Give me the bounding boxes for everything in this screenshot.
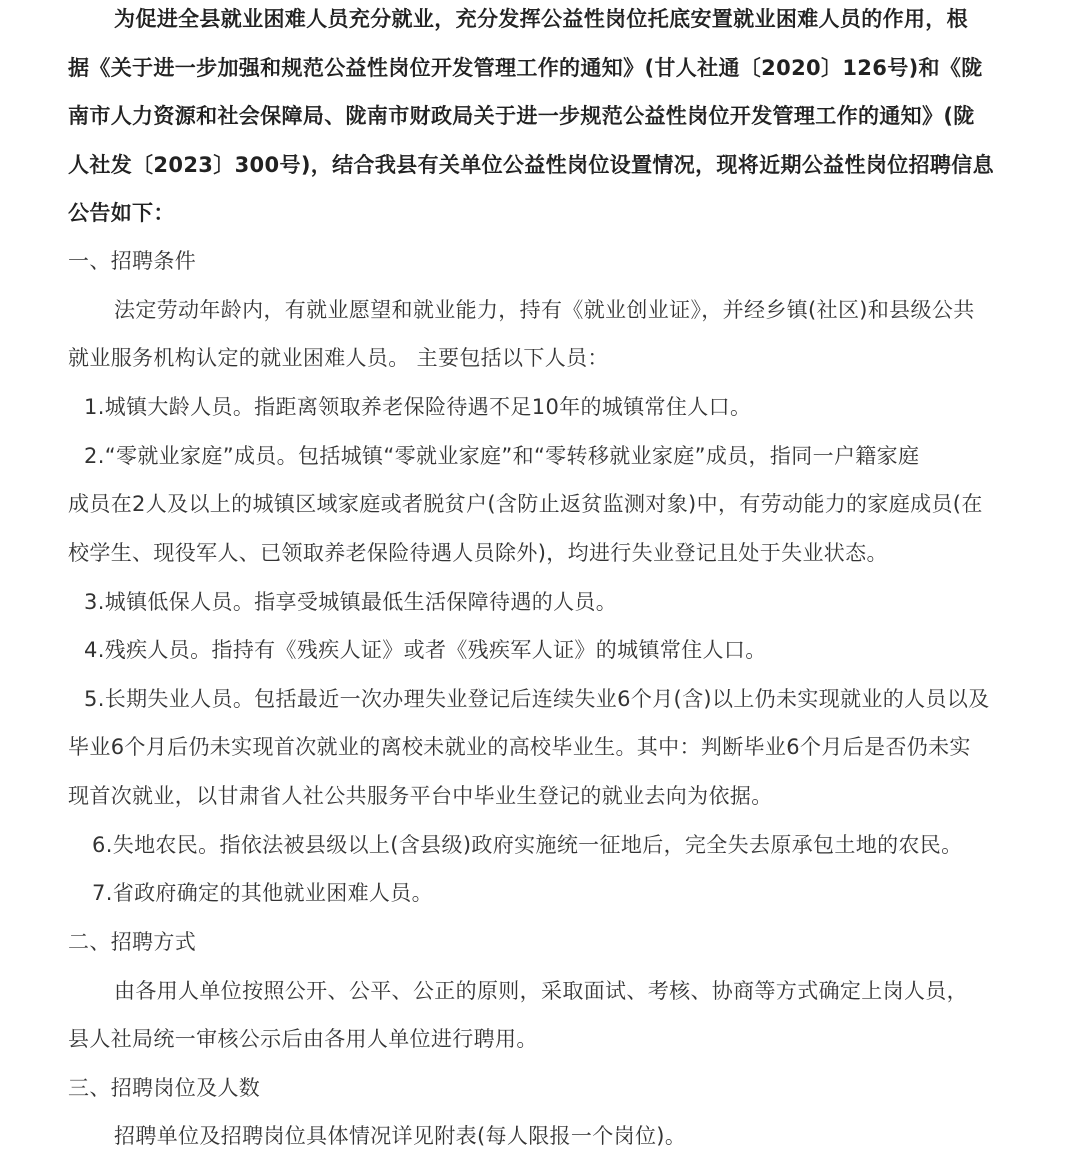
section2-heading: 二、招聘方式: [68, 930, 197, 954]
section2-para-line-2: 县人社局统一审核公示后由各用人单位进行聘用。: [68, 1027, 538, 1051]
intro-line-1: 为促进全县就业困难人员充分就业，充分发挥公益性岗位托底安置就业困难人员的作用，根: [114, 7, 968, 31]
section1-para-line-2: 就业服务机构认定的就业困难人员。 主要包括以下人员：: [68, 346, 609, 370]
list-item-2-line-3: 校学生、现役军人、已领取养老保险待遇人员除外)，均进行失业登记且处于失业状态。: [68, 541, 888, 565]
section2-para-line-1: 由各用人单位按照公开、公平、公正的原则，采取面试、考核、协商等方式确定上岗人员，: [114, 979, 968, 1003]
list-item-1: 1.城镇大龄人员。指距离领取养老保险待遇不足10年的城镇常住人口。: [84, 395, 752, 419]
list-item-6: 6.失地农民。指依法被县级以上(含县级)政府实施统一征地后，完全失去原承包土地的农民。: [92, 833, 963, 857]
list-item-2-line-2: 成员在2人及以上的城镇区域家庭或者脱贫户(含防止返贫监测对象)中，有劳动能力的家庭成员(在: [68, 492, 983, 516]
list-item-7: 7.省政府确定的其他就业困难人员。: [92, 881, 433, 905]
section3-heading: 三、招聘岗位及人数: [68, 1076, 261, 1100]
section1-heading: 一、招聘条件: [68, 249, 197, 273]
intro-line-2: 据《关于进一步加强和规范公益性岗位开发管理工作的通知》(甘人社通〔2020〕126号)和《陇: [68, 56, 983, 80]
list-item-3: 3.城镇低保人员。指享受城镇最低生活保障待遇的人员。: [84, 590, 618, 614]
intro-line-3: 南市人力资源和社会保障局、陇南市财政局关于进一步规范公益性岗位开发管理工作的通知》(陇: [68, 104, 975, 128]
section3-para: 招聘单位及招聘岗位具体情况详见附表(每人限报一个岗位)。: [114, 1124, 687, 1148]
list-item-5-line-1: 5.长期失业人员。包括最近一次办理失业登记后连续失业6个月(含)以上仍未实现就业的人员以及: [84, 687, 990, 711]
section1-para-line-1: 法定劳动年龄内，有就业愿望和就业能力，持有《就业创业证》，并经乡镇(社区)和县级公共: [114, 298, 975, 322]
intro-line-4: 人社发〔2023〕300号)，结合我县有关单位公益性岗位设置情况，现将近期公益性岗位招聘信息: [68, 153, 994, 177]
intro-line-5: 公告如下：: [68, 201, 175, 225]
list-item-2-line-1: 2.“零就业家庭”成员。包括城镇“零就业家庭”和“零转移就业家庭”成员，指同一户籍家庭: [84, 444, 920, 468]
list-item-4: 4.残疾人员。指持有《残疾人证》或者《残疾军人证》的城镇常住人口。: [84, 638, 767, 662]
list-item-5-line-3: 现首次就业，以甘肃省人社公共服务平台中毕业生登记的就业去向为依据。: [68, 784, 773, 808]
list-item-5-line-2: 毕业6个月后仍未实现首次就业的离校未就业的高校毕业生。其中：判断毕业6个月后是否仍未实: [68, 735, 971, 759]
